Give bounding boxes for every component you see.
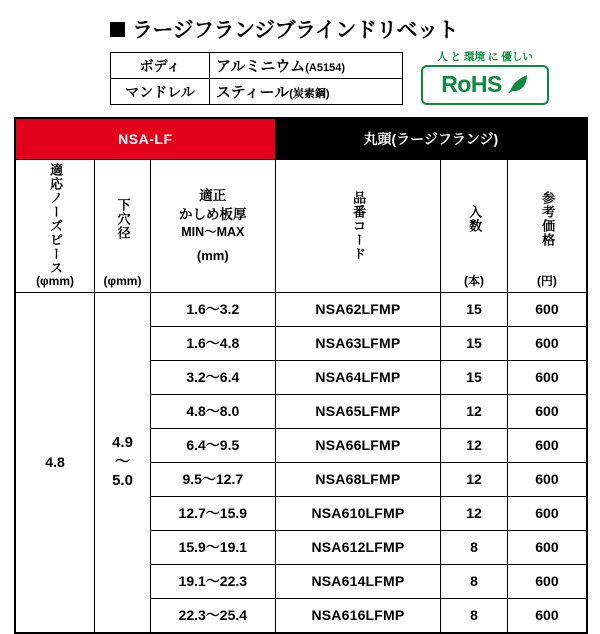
spec-value-mandrel (210, 79, 403, 105)
table-row (111, 79, 403, 105)
header-thickness-line2: かしめ板厚 (179, 206, 247, 222)
head-type-sub: (ラージフランジ) (391, 131, 499, 147)
material-spec-table (110, 52, 403, 105)
cell-hole-line2: 〜 (114, 452, 130, 470)
cell-qty: 12 (441, 428, 508, 462)
table-row (111, 53, 403, 79)
header-nozzle (15, 160, 95, 293)
spec-value-body-text: アルミニウム (216, 58, 306, 75)
cell-code: NSA610LFMP (275, 496, 441, 530)
cell-qty: 15 (441, 360, 508, 394)
cell-hole-line3: 5.0 (112, 471, 133, 489)
header-nozzle-unit: (φmm) (36, 274, 74, 288)
header-hole-inner (97, 163, 148, 275)
spec-value-mandrel-sub: (炭素鋼) (289, 88, 330, 100)
cell-thickness: 1.6〜3.2 (150, 292, 275, 326)
header-thickness-unit: (mm) (196, 247, 229, 263)
header-hole-unit: (φmm) (103, 274, 142, 288)
cell-qty: 8 (441, 598, 508, 633)
spec-value-body-sub: (A5154) (305, 62, 346, 74)
cell-code: NSA62LFMP (275, 292, 441, 326)
cell-price: 600 (507, 462, 587, 496)
header-row (15, 160, 587, 293)
head-type-banner (275, 118, 587, 160)
cell-qty: 12 (441, 462, 508, 496)
header-nozzle-label: 適応ノーズピース (48, 163, 64, 275)
cell-code: NSA63LFMP (275, 326, 441, 360)
page-title-text: ラージフランジブラインドリベット (132, 19, 459, 42)
cell-code: NSA66LFMP (275, 428, 441, 462)
cell-hole-line1: 4.9 (112, 434, 133, 452)
cell-price: 600 (507, 394, 587, 428)
product-table (14, 117, 588, 634)
header-code-inner (278, 170, 439, 282)
cell-thickness: 6.4〜9.5 (150, 428, 275, 462)
black-square-icon (110, 22, 125, 37)
cell-thickness: 15.9〜19.1 (150, 530, 275, 564)
cell-qty: 8 (441, 564, 508, 598)
cell-hole-stack (96, 434, 149, 490)
rohs-mark-text: RoHS (441, 71, 502, 98)
cell-hole-value (95, 292, 151, 633)
header-nozzle-inner (18, 163, 92, 275)
cell-price: 600 (507, 598, 587, 633)
series-code-banner: NSA-LF (15, 118, 275, 160)
cell-price: 600 (507, 326, 587, 360)
cell-thickness: 12.7〜15.9 (150, 496, 275, 530)
header-qty-label: 入数 (467, 205, 483, 233)
header-qty-unit: (本) (464, 274, 485, 288)
cell-thickness: 3.2〜6.4 (150, 360, 275, 394)
header-code-label: 品番コード (351, 190, 367, 261)
cell-code: NSA65LFMP (275, 394, 441, 428)
spec-section (110, 52, 586, 105)
header-code (275, 160, 441, 293)
spec-label-mandrel: マンドレル (111, 79, 210, 105)
cell-price: 600 (507, 530, 587, 564)
cell-code: NSA68LFMP (275, 462, 441, 496)
header-thickness (150, 160, 275, 293)
header-hole (95, 160, 151, 293)
rohs-box (421, 65, 549, 105)
cell-qty: 8 (441, 530, 508, 564)
head-type-label: 丸頭 (363, 131, 392, 147)
cell-thickness: 19.1〜22.3 (150, 564, 275, 598)
cell-nozzle-value: 4.8 (15, 292, 95, 633)
cell-qty: 12 (441, 394, 508, 428)
rohs-badge (421, 52, 549, 105)
cell-thickness: 9.5〜12.7 (150, 462, 275, 496)
cell-qty: 15 (441, 326, 508, 360)
header-price-unit: (円) (536, 274, 557, 288)
header-price-label: 参考価格 (540, 191, 556, 247)
cell-thickness: 4.8〜8.0 (150, 394, 275, 428)
cell-price: 600 (507, 360, 587, 394)
cell-code: NSA612LFMP (275, 530, 441, 564)
spec-value-body (210, 53, 403, 79)
rohs-tagline: 人 と 環境 に 優しい (437, 51, 533, 63)
header-qty (441, 160, 508, 293)
header-price-inner (510, 163, 584, 275)
header-hole-label: 下穴径 (115, 198, 131, 240)
page-title (110, 14, 586, 44)
cell-qty: 12 (441, 496, 508, 530)
cell-thickness: 1.6〜4.8 (150, 326, 275, 360)
spec-label-body: ボディ (111, 53, 210, 79)
leaf-icon (507, 70, 529, 99)
header-thickness-line3: MIN〜MAX (181, 224, 245, 239)
cell-thickness: 22.3〜25.4 (150, 598, 275, 633)
cell-code: NSA616LFMP (275, 598, 441, 633)
cell-price: 600 (507, 496, 587, 530)
cell-price: 600 (507, 292, 587, 326)
cell-price: 600 (507, 428, 587, 462)
cell-qty: 15 (441, 292, 508, 326)
banner-row (15, 118, 587, 160)
cell-code: NSA64LFMP (275, 360, 441, 394)
header-thickness-line1: 適正 (199, 188, 227, 204)
header-thickness-lines (153, 187, 273, 264)
table-row (15, 292, 587, 326)
cell-price: 600 (507, 564, 587, 598)
header-price (507, 160, 587, 293)
spec-value-mandrel-text: スティール (216, 84, 290, 101)
header-qty-inner (443, 163, 505, 275)
cell-code: NSA614LFMP (275, 564, 441, 598)
